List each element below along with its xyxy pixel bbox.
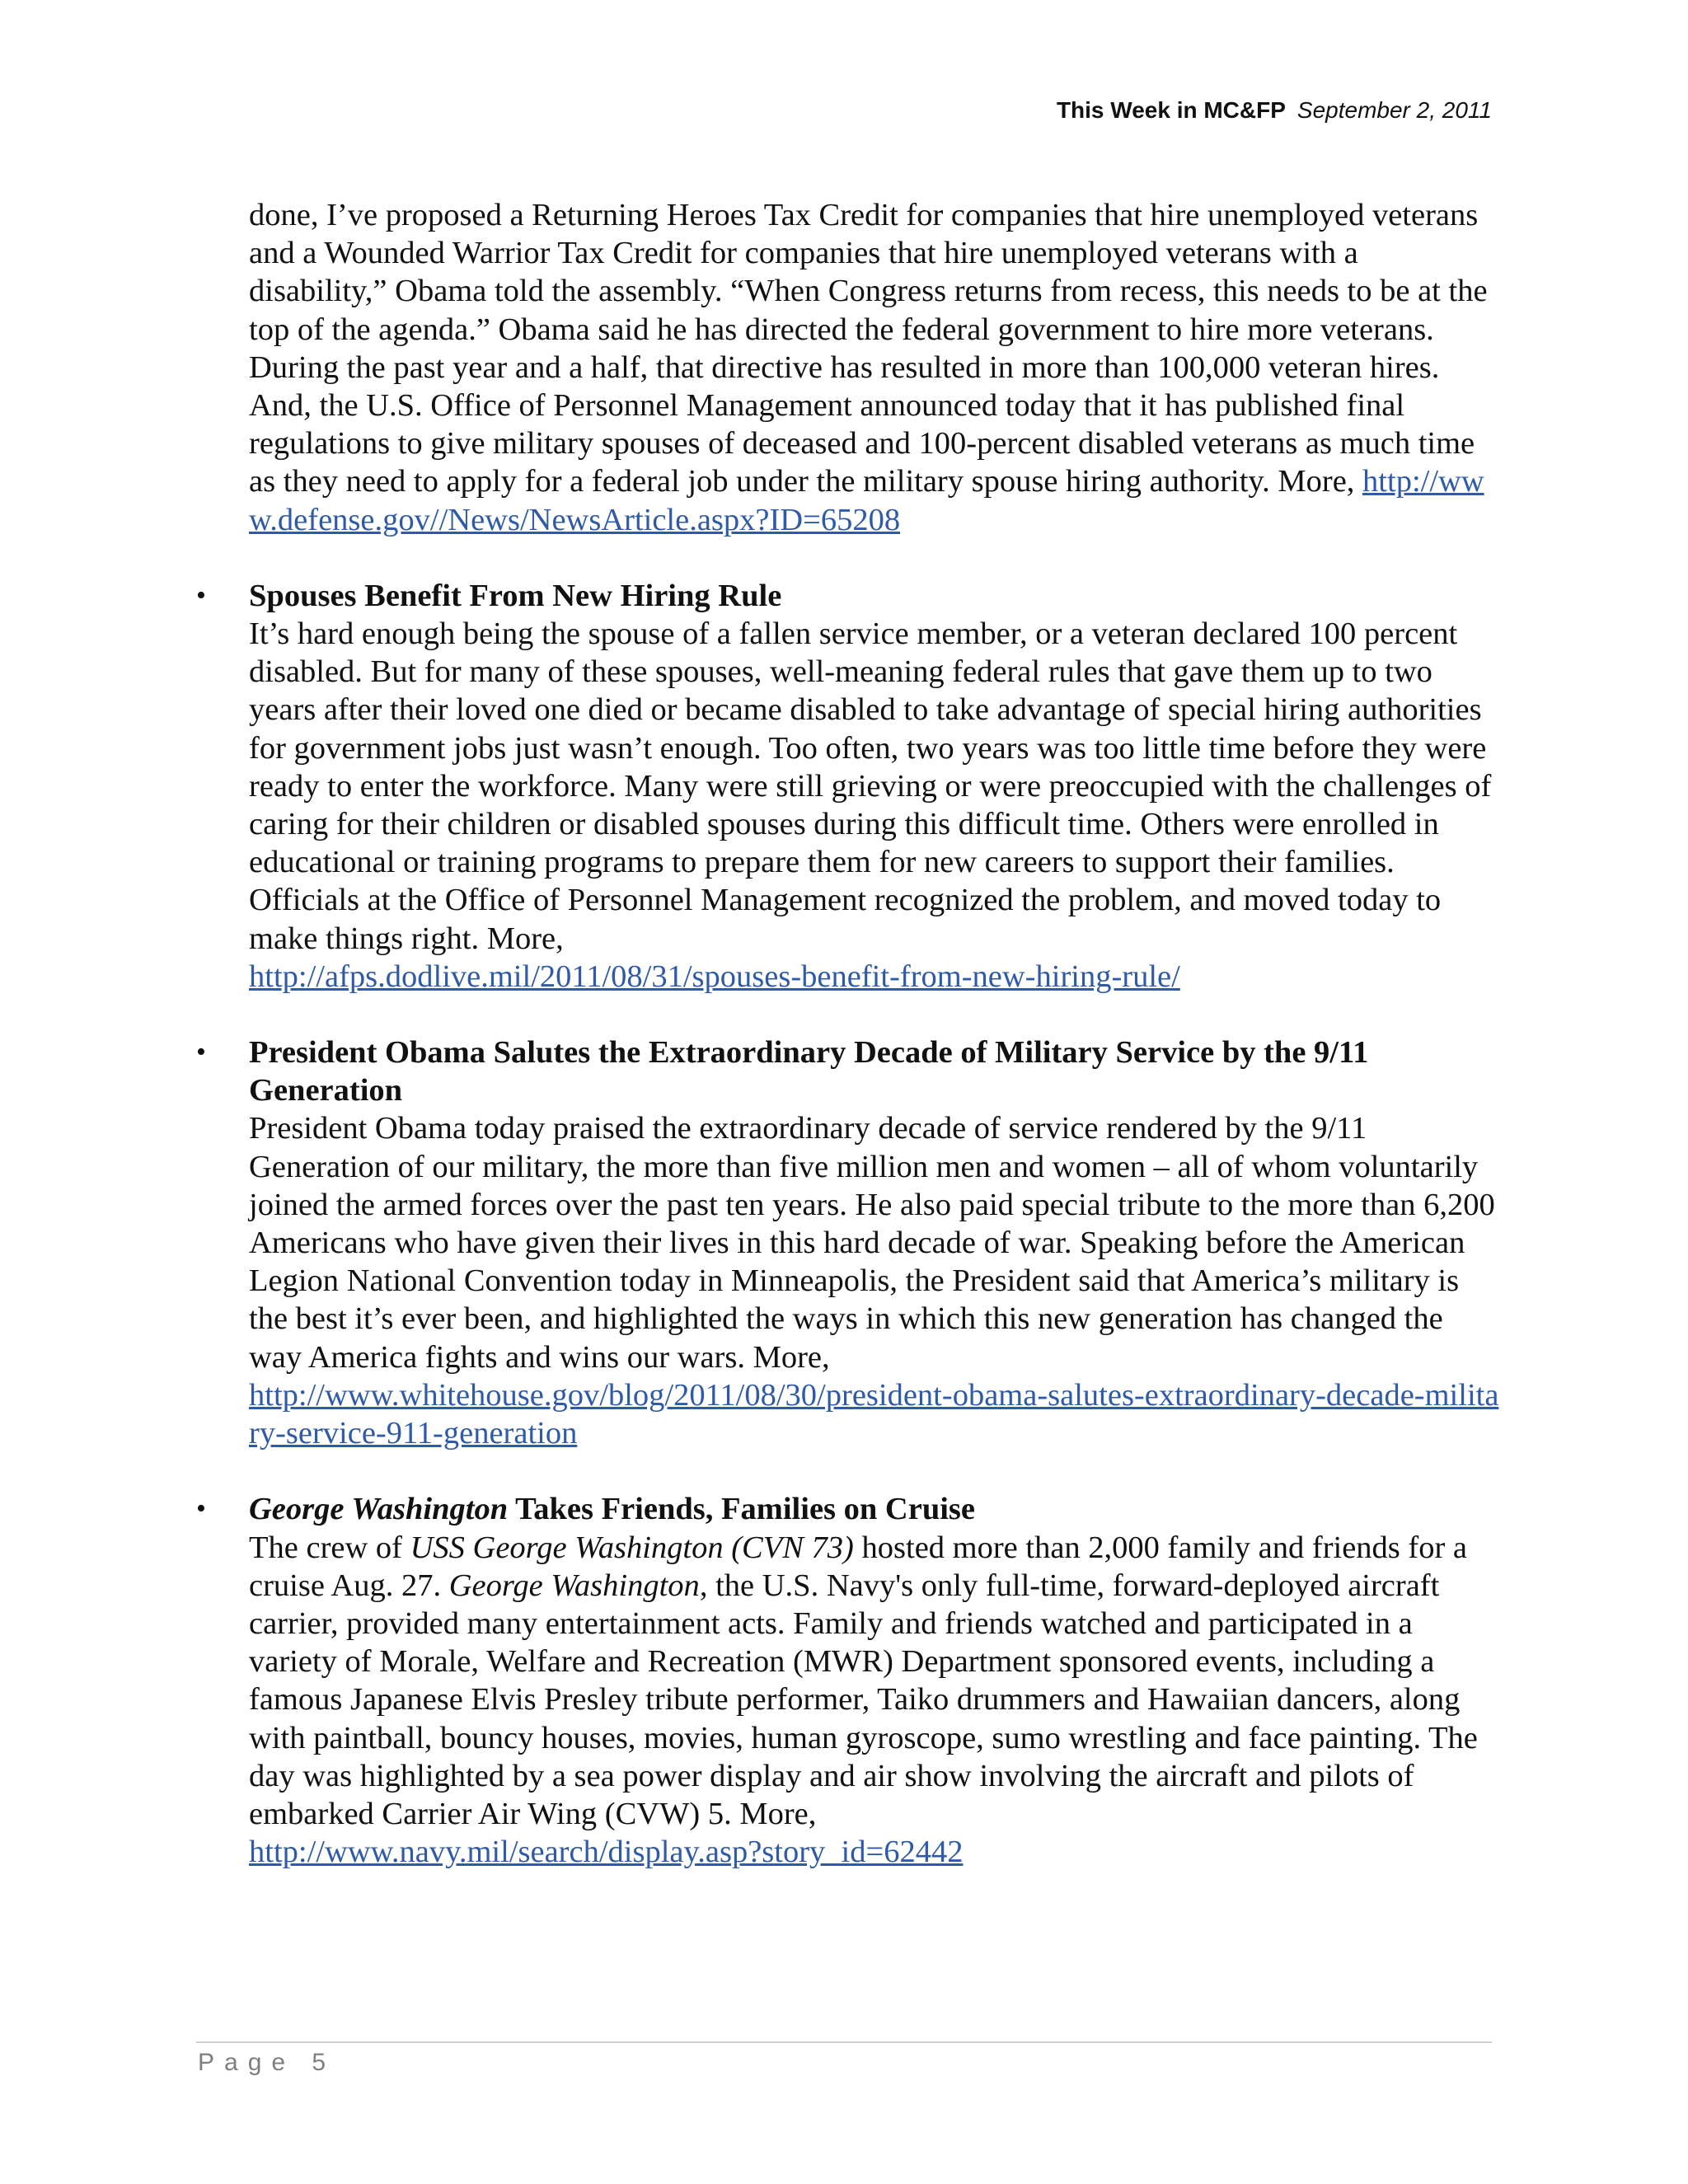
intro-text: done, I’ve proposed a Returning Heroes Tax Credit for companies that hire unemployed veterans and a Wounded Warrior Tax Credit for companies that hire unemployed veterans with a disability,” Obama told the assembly. “When Congress returns from recess, this needs to be at the top of the agenda.” Obama said he has directed the federal government to hire more veterans. During the past year and a half, that directive has resulted in more than 100,000 veteran hires. And, the U.S. Office of Personnel Management announced today that it has published final regulations to give military spouses of deceased and 100-percent disabled veterans as much time as they need to apply for a federal job under the military spouse hiring authority. More,: [249, 198, 1488, 499]
page-header: [1057, 97, 1492, 124]
item-body-text: It’s hard enough being the spouse of a fallen service member, or a veteran declared 100 percent disabled. But for many of these spouses, well-meaning federal rules that gave them up to two years after their loved one died or became disabled to take advantage of special hiring authorities for government jobs just wasn’t enough. Too often, two years was too little time before they were ready to enter the workforce. Many were still grieving or were preoccupied with the challenges of caring for their children or disabled spouses during this difficult time. Others were enrolled in educational or training programs to prepare them for new careers to support their families. Officials at the Office of Personnel Management recognized the problem, and moved today to make things right. More,: [249, 616, 1492, 956]
footer-divider: [196, 2041, 1492, 2043]
item-title-ship: George Washington: [249, 1492, 509, 1527]
intro-paragraph: [249, 196, 1502, 539]
intro-link[interactable]: http://www.defense.gov//News/NewsArticle.aspx?ID=65208: [249, 464, 1484, 537]
item-body: [249, 1109, 1502, 1452]
page-number: Page 5: [198, 2049, 336, 2076]
item-title: [249, 1490, 1502, 1528]
item-body-text: hosted more than 2,000 family and friends for a cruise Aug. 27.: [249, 1530, 1468, 1603]
item-body-text: , the U.S. Navy's only full-time, forward-deployed aircraft carrier, provided many entertainment acts. Family and friends watched and participated in a variety of Morale, Welfare and Recreation (MWR) Department sponsored events, including a famous Japanese Elvis Presley tribute performer, Taiko drummers and Hawaiian dancers, along with paintball, bouncy houses, movies, human gyroscope, sumo wrestling and face painting. The day was highlighted by a sea power display and air show involving the aircraft and pilots of embarked Carrier Air Wing (CVW) 5. More,: [249, 1568, 1478, 1831]
news-item-obama-salutes: [196, 1033, 1502, 1452]
bullet-icon: •: [196, 1493, 206, 1525]
news-item-spouses: [196, 577, 1502, 996]
item-title-rest: Takes Friends, Families on Cruise: [508, 1492, 976, 1527]
publication-title: This Week in MC&FP: [1056, 97, 1286, 123]
item-body: [249, 615, 1502, 996]
item-title: Spouses Benefit From New Hiring Rule: [249, 578, 782, 613]
item-link[interactable]: http://www.navy.mil/search/display.asp?story_id=62442: [249, 1835, 964, 1870]
item-link[interactable]: http://afps.dodlive.mil/2011/08/31/spouses-benefit-from-new-hiring-rule/: [249, 958, 1180, 994]
bullet-icon: •: [196, 1037, 206, 1068]
item-link[interactable]: http://www.whitehouse.gov/blog/2011/08/30/president-obama-salutes-extraordinary-decade-military-service-911-generation: [249, 1377, 1499, 1451]
ship-name: USS George Washington (CVN 73): [410, 1530, 854, 1565]
item-body-text: President Obama today praised the extraordinary decade of service rendered by the 9/11 Generation of our military, the more than five million men and women – all of whom voluntarily joined the armed forces over the past ten years. He also paid special tribute to the more than 6,200 Americans who have given their lives in this hard decade of war. Speaking before the American Legion National Convention today in Minneapolis, the President said that America’s military is the best it’s ever been, and highlighted the ways in which this new generation has changed the way America fights and wins our wars. More,: [249, 1111, 1495, 1375]
ship-name: George Washington: [448, 1568, 700, 1603]
item-title: President Obama Salutes the Extraordinary Decade of Military Service by the 9/11 Generation: [249, 1035, 1369, 1108]
bullet-icon: •: [196, 579, 206, 611]
news-item-george-washington: [196, 1490, 1502, 1871]
issue-date: September 2, 2011: [1296, 97, 1492, 123]
item-body-text: The crew of: [249, 1530, 410, 1565]
item-body: [249, 1529, 1502, 1872]
article-content: [196, 196, 1502, 1871]
